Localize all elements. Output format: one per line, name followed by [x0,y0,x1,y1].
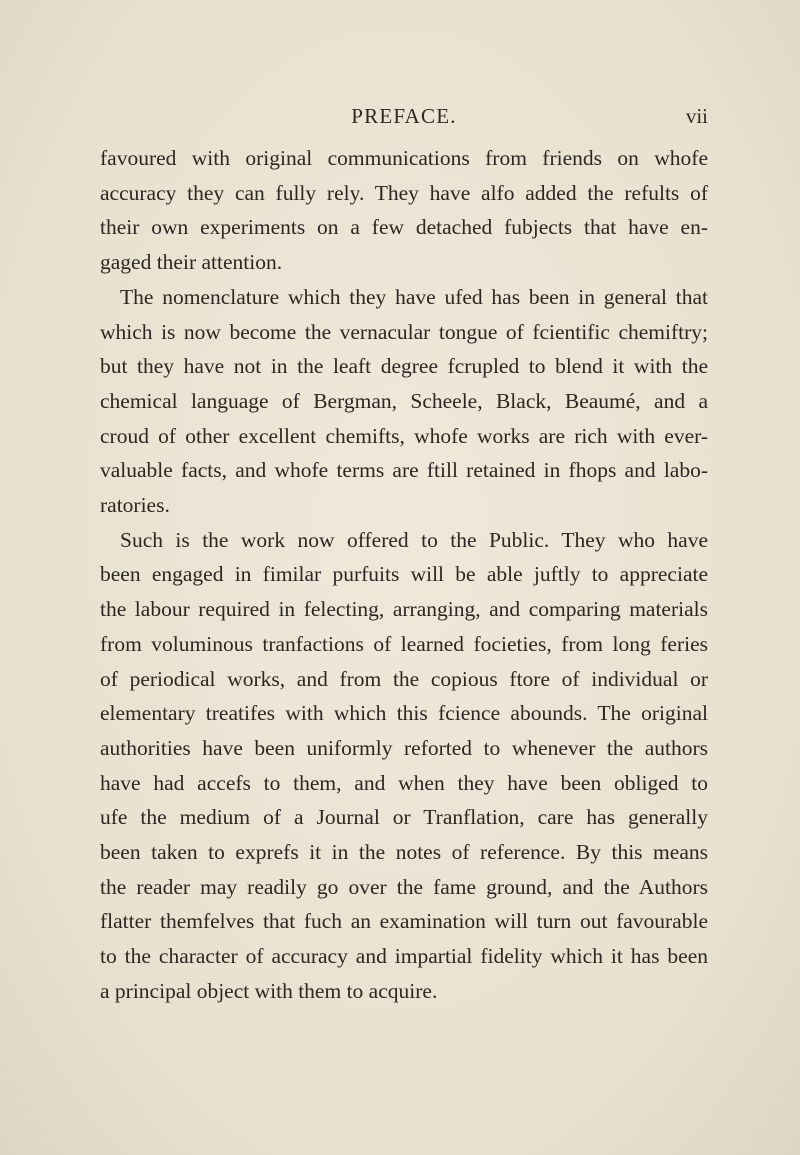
text-line: gaged their attention. [100,250,283,275]
text-line: chemical language of Bergman, Scheele, Black, Beaumé, and a [100,388,708,413]
text-line: a principal object with them to acquire. [100,978,438,1003]
text-line: Such is the work now offered to the Public. They who have [120,527,708,552]
text-line: valuable facts, and whofe terms are ftill retained in fhops and labo- [100,458,708,483]
text-line: ufe the medium of a Journal or Tranflation, care has generally [100,805,708,830]
text-line: but they have not in the leaft degree fcrupled to blend it with the [100,354,708,379]
body-text [100,141,708,1009]
text-line: authorities have been uniformly reforted to whenever the authors [100,735,708,760]
text-line: to the character of accuracy and impartial fidelity which it has been [100,944,708,969]
text-line: which is now become the vernacular tongue of fcientific chemiftry; [100,319,708,344]
text-line: the labour required in felecting, arranging, and comparing materials [100,597,708,622]
text-line: croud of other excellent chemifts, whofe works are rich with ever- [100,423,708,448]
page-number: vii [685,104,708,128]
text-line: been engaged in fimilar purfuits will be able juftly to appreciate [100,562,708,587]
text-line: the reader may readily go over the fame ground, and the Authors [100,874,708,899]
text-line: elementary treatifes with which this fcience abounds. The original [100,701,708,726]
text-line: of periodical works, and from the copious ftore of individual or [100,666,708,691]
paragraph-3 [100,523,708,1009]
text-line: favoured with original communications from friends on whofe [100,146,708,170]
text-line: ratories. [100,493,170,518]
running-title: PREFACE. [351,104,457,128]
running-head [100,104,708,134]
text-line: been taken to exprefs it in the notes of reference. By this means [100,840,708,865]
text-line: their own experiments on a few detached fubjects that have en- [100,215,708,240]
text-line: have had accefs to them, and when they have been obliged to [100,770,708,795]
paragraph-1 [100,141,708,280]
text-line: The nomenclature which they have ufed has been in general that [120,284,708,309]
text-line: accuracy they can fully rely. They have alfo added the refults of [100,180,708,205]
text-line: flatter themfelves that fuch an examination will turn out favourable [100,909,708,934]
text-line: from voluminous tranfactions of learned focieties, from long feries [100,631,708,656]
paragraph-2 [100,280,708,523]
